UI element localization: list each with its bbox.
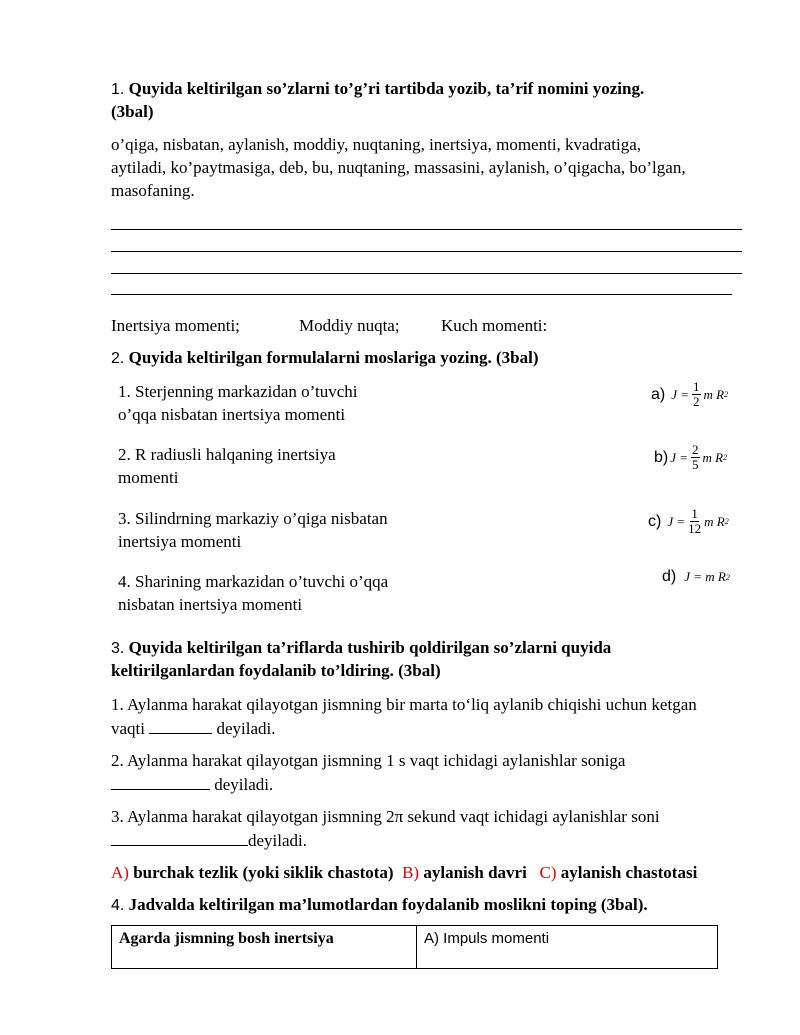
q2-item-4: 4. Sharining markazidan o’tuvchi o’qqa nisbatan inertsiya momenti — [118, 572, 389, 614]
q4-heading — [111, 893, 648, 917]
q1-option-2: Moddiy nuqta; — [299, 316, 400, 335]
blank-3[interactable] — [111, 828, 248, 846]
q3-heading — [111, 636, 611, 660]
q2-item-2: 2. R radiusli halqaning inertsiya momenti — [118, 445, 336, 487]
answer-text-a: burchak tezlik (yoki siklik chastota) — [133, 863, 394, 882]
answer-line-1[interactable] — [111, 229, 742, 230]
answer-letter-a: A) — [111, 863, 129, 882]
answer-line-4[interactable] — [111, 294, 732, 295]
q3-number: 3. — [111, 640, 125, 657]
q1-option-3: Kuch momenti: — [441, 316, 548, 335]
blank-2[interactable] — [111, 772, 210, 790]
table-cell-left: Agarda jismning bosh inertsiya — [112, 926, 417, 969]
q2-item-1: 1. Sterjenning markazidan o’tuvchi o’qqa nisbatan inertsiya momenti — [118, 382, 358, 424]
q3-answer-options — [111, 861, 697, 884]
q1-heading — [111, 77, 751, 101]
q3-title-line1: Quyida keltirilgan ta’riflarda tushirib qoldirilgan so’zlarni quyida — [128, 638, 612, 657]
q3-sentence-3-line1: 3. Aylanma harakat qilayotgan jismning 2π sekund vaqt ichidagi aylanishlar soni — [111, 807, 660, 826]
q1-option-1: Inertsiya momenti; — [111, 316, 240, 335]
answer-text-c: aylanish chastotasi — [560, 863, 698, 882]
blank-1[interactable] — [149, 716, 212, 734]
q2-item-3: 3. Silindrning markaziy o’qiga nisbatan inertsiya momenti — [118, 509, 388, 551]
q3-sentence-2-line1: 2. Aylanma harakat qilayotgan jismning 1 s vaqt ichidagi aylanishlar soniga — [111, 751, 626, 770]
formula-a: a) J = $\frac{1}{2}$ m R 2 — [651, 379, 729, 409]
q4-number: 4. — [111, 897, 125, 914]
q3-sentence-1-line2: vaqti deyiladi. — [111, 716, 276, 740]
table-row — [112, 926, 718, 969]
q2-title: Quyida keltirilgan formulalarni moslariga yozing. (3bal) — [128, 348, 539, 367]
q1-number: 1. — [111, 81, 125, 98]
answer-line-3[interactable] — [111, 273, 742, 274]
answer-line-2[interactable] — [111, 251, 742, 252]
q1-words-line1: o’qiga, nisbatan, aylanish, moddiy, nuqtaning, inertsiya, momenti, kvadratiga, — [111, 135, 642, 154]
q4-table — [111, 925, 718, 969]
answer-letter-b: B) — [402, 863, 420, 882]
q3-sentence-1-line1: 1. Aylanma harakat qilayotgan jismning bir marta to‘liq aylanib chiqishi uchun ketgan — [111, 695, 697, 714]
q4-title: Jadvalda keltirilgan ma’lumotlardan foydalanib moslikni toping (3bal). — [128, 895, 648, 914]
formula-d: d) J = m R 2 — [662, 568, 730, 585]
q1-words-line3: masofaning. — [111, 181, 195, 200]
formula-b: b) J = $\frac{2}{5}$ m R 2 — [654, 442, 728, 472]
q2-number: 2. — [111, 350, 125, 367]
q3-sentence-2-line2: deyiladi. — [111, 772, 273, 796]
q1-words-line2: aytiladi, ko’paytmasiga, deb, bu, nuqtaning, massasini, aylanish, o’qigacha, bo’lgan, — [111, 158, 686, 177]
answer-letter-c: C) — [539, 863, 557, 882]
formula-c: c) J = $\frac{1}{12}$ m R 2 — [648, 506, 729, 536]
q2-heading — [111, 346, 539, 370]
table-cell-right: A) Impuls momenti — [417, 926, 718, 969]
q1-points: (3bal) — [111, 102, 154, 121]
q3-sentence-3-line2: deyiladi. — [111, 828, 307, 852]
q1-title: Quyida keltirilgan so’zlarni to’g’ri tartibda yozib, ta’rif nomini yozing. — [128, 79, 645, 98]
answer-text-b: aylanish davri — [423, 863, 527, 882]
q3-title-line2: keltirilganlardan foydalanib to’ldiring. (3bal) — [111, 661, 441, 680]
